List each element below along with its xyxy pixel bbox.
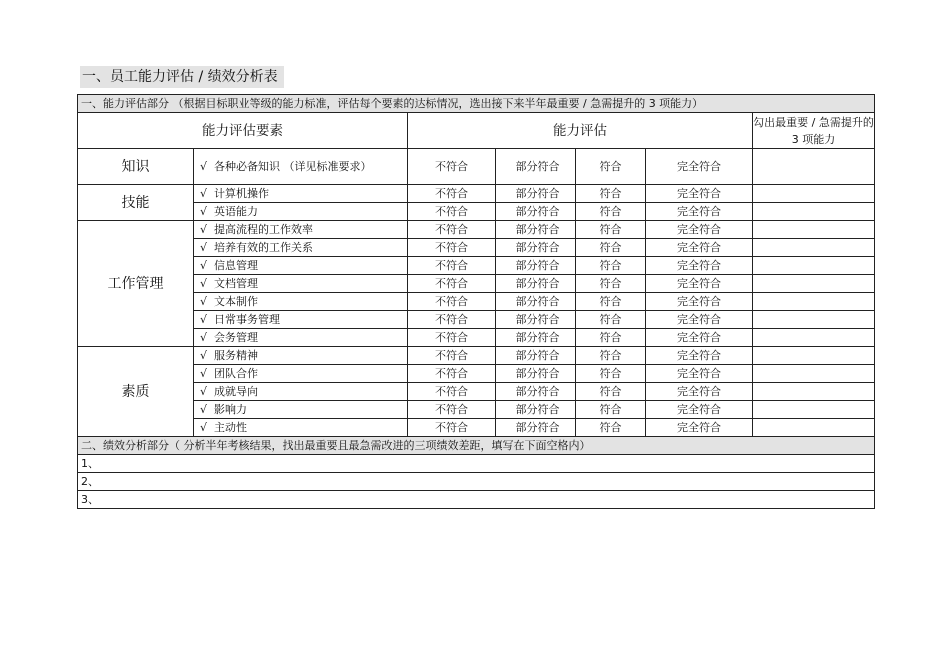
rating-option[interactable]: 部分符合 [496,185,576,203]
rating-option[interactable]: 符合 [576,347,646,365]
priority-select-cell[interactable] [753,221,875,239]
section1-row [78,95,875,113]
gap-row [78,455,875,473]
elements-header: 能力评估要素 [78,113,408,149]
rating-option[interactable]: 部分符合 [496,149,576,185]
table-row [78,203,875,221]
rating-option[interactable]: 符合 [576,365,646,383]
rating-option[interactable]: 符合 [576,311,646,329]
rating-option[interactable]: 不符合 [408,311,496,329]
element-item-label: 文档管理 [214,276,258,290]
gap-entry-field[interactable]: 3、 [78,491,875,509]
rating-option[interactable]: 符合 [576,383,646,401]
check-mark: √ [200,276,208,290]
rating-option[interactable]: 部分符合 [496,275,576,293]
element-item-label: 影响力 [214,402,247,416]
section1-label: 一、能力评估部分 （根据目标职业等级的能力标准，评估每个要素的达标情况，选出接下来半年最重要 / 急需提升的 3 项能力） [78,95,875,113]
element-item-label: 服务精神 [214,348,258,362]
check-mark: √ [200,222,208,236]
element-item [194,365,408,383]
rating-option[interactable]: 不符合 [408,347,496,365]
table-row [78,293,875,311]
rating-option[interactable]: 符合 [576,275,646,293]
gap-entry-field[interactable]: 2、 [78,473,875,491]
element-item [194,257,408,275]
rating-option[interactable]: 完全符合 [646,401,753,419]
rating-option[interactable]: 不符合 [408,149,496,185]
rating-option[interactable]: 完全符合 [646,275,753,293]
element-item-label: 主动性 [214,420,247,434]
element-item-label: 会务管理 [214,330,258,344]
rating-option[interactable]: 不符合 [408,275,496,293]
table-row [78,311,875,329]
table-row [78,383,875,401]
priority-select-cell[interactable] [753,311,875,329]
check-mark: √ [200,366,208,380]
header-row [78,113,875,149]
section2-label: 二、绩效分析部分（ 分析半年考核结果，找出最重要且最急需改进的三项绩效差距，填写在下面空格内） [78,437,875,455]
element-item [194,149,408,185]
element-item [194,311,408,329]
check-mark: √ [200,330,208,344]
priority-select-cell[interactable] [753,401,875,419]
rating-option[interactable]: 完全符合 [646,203,753,221]
gap-row [78,491,875,509]
rating-option[interactable]: 完全符合 [646,383,753,401]
rating-option[interactable]: 不符合 [408,365,496,383]
rating-option[interactable]: 符合 [576,257,646,275]
check-mark: √ [200,312,208,326]
rating-option[interactable]: 部分符合 [496,293,576,311]
priority-select-cell[interactable] [753,293,875,311]
rating-option[interactable]: 符合 [576,293,646,311]
element-item [194,383,408,401]
rating-option[interactable]: 完全符合 [646,329,753,347]
rating-option[interactable]: 不符合 [408,257,496,275]
rating-option[interactable]: 部分符合 [496,203,576,221]
rating-option[interactable]: 符合 [576,149,646,185]
category-label: 素质 [78,347,194,437]
element-item [194,203,408,221]
rating-option[interactable]: 部分符合 [496,221,576,239]
table-row [78,329,875,347]
table-row [78,185,875,203]
priority-select-cell[interactable] [753,149,875,185]
check-mark: √ [200,384,208,398]
element-item-label: 英语能力 [214,204,258,218]
table-row [78,239,875,257]
rating-option[interactable]: 符合 [576,221,646,239]
rating-option[interactable]: 部分符合 [496,239,576,257]
element-item-label: 信息管理 [214,258,258,272]
rating-option[interactable]: 完全符合 [646,311,753,329]
rating-option[interactable]: 符合 [576,419,646,437]
table-row [78,257,875,275]
table-row [78,365,875,383]
rating-option[interactable]: 不符合 [408,383,496,401]
rating-option[interactable]: 符合 [576,329,646,347]
evaluation-form [77,94,875,509]
element-item [194,293,408,311]
check-mark: √ [200,204,208,218]
rating-option[interactable]: 完全符合 [646,365,753,383]
check-mark: √ [200,420,208,434]
rating-option[interactable]: 部分符合 [496,419,576,437]
rating-option[interactable]: 不符合 [408,419,496,437]
rating-option[interactable]: 不符合 [408,401,496,419]
element-item-label: 日常事务管理 [214,312,280,326]
check-mark: √ [200,258,208,272]
element-item [194,347,408,365]
table-row [78,401,875,419]
check-mark: √ [200,348,208,362]
form-title: 一、员工能力评估 / 绩效分析表 [80,66,284,88]
rating-option[interactable]: 完全符合 [646,257,753,275]
check-mark: √ [200,294,208,308]
rating-option[interactable]: 完全符合 [646,293,753,311]
category-label: 技能 [78,185,194,221]
rating-option[interactable]: 不符合 [408,185,496,203]
table-row [78,275,875,293]
element-item [194,401,408,419]
priority-select-cell[interactable] [753,275,875,293]
element-item-label: 培养有效的工作关系 [214,240,313,254]
element-item-label: 文本制作 [214,294,258,308]
element-item-label: 提高流程的工作效率 [214,222,313,236]
category-label: 知识 [78,149,194,185]
rating-option[interactable]: 不符合 [408,203,496,221]
priority-select-cell[interactable] [753,347,875,365]
element-item [194,419,408,437]
rating-option[interactable]: 完全符合 [646,419,753,437]
rating-option[interactable]: 完全符合 [646,221,753,239]
rating-option[interactable]: 部分符合 [496,311,576,329]
rating-option[interactable]: 符合 [576,401,646,419]
element-item [194,329,408,347]
element-item-label: 各种必备知识 （详见标准要求） [214,159,372,173]
gap-row [78,473,875,491]
rating-option[interactable]: 完全符合 [646,239,753,257]
table-row [78,347,875,365]
rating-option[interactable]: 部分符合 [496,257,576,275]
element-item [194,239,408,257]
rating-option[interactable]: 部分符合 [496,347,576,365]
gap-entry-field[interactable]: 1、 [78,455,875,473]
rating-option[interactable]: 符合 [576,239,646,257]
rating-option[interactable]: 符合 [576,203,646,221]
check-mark: √ [200,240,208,254]
section2-row [78,437,875,455]
rating-option[interactable]: 部分符合 [496,383,576,401]
rating-option[interactable]: 部分符合 [496,329,576,347]
rating-option[interactable]: 完全符合 [646,149,753,185]
rating-option[interactable]: 完全符合 [646,347,753,365]
check-mark: √ [200,159,208,173]
check-mark: √ [200,186,208,200]
rating-option[interactable]: 不符合 [408,329,496,347]
table-row [78,419,875,437]
check-mark: √ [200,402,208,416]
rating-option[interactable]: 不符合 [408,293,496,311]
priority-select-cell[interactable] [753,329,875,347]
priority-select-cell[interactable] [753,257,875,275]
element-item [194,185,408,203]
element-item-label: 团队合作 [214,366,258,380]
select-note-header: 勾出最重要 / 急需提升的 3 项能力 [753,113,875,149]
priority-select-cell[interactable] [753,383,875,401]
element-item-label: 计算机操作 [214,186,269,200]
priority-select-cell[interactable] [753,185,875,203]
table-row [78,221,875,239]
rating-option[interactable]: 不符合 [408,221,496,239]
rating-option[interactable]: 部分符合 [496,365,576,383]
priority-select-cell[interactable] [753,365,875,383]
rating-option[interactable]: 部分符合 [496,401,576,419]
element-item-label: 成就导向 [214,384,258,398]
priority-select-cell[interactable] [753,203,875,221]
priority-select-cell[interactable] [753,239,875,257]
category-label: 工作管理 [78,221,194,347]
rating-option[interactable]: 不符合 [408,239,496,257]
evaluation-header: 能力评估 [408,113,753,149]
rating-option[interactable]: 完全符合 [646,185,753,203]
priority-select-cell[interactable] [753,419,875,437]
element-item [194,221,408,239]
element-item [194,275,408,293]
rating-option[interactable]: 符合 [576,185,646,203]
table-row [78,149,875,185]
